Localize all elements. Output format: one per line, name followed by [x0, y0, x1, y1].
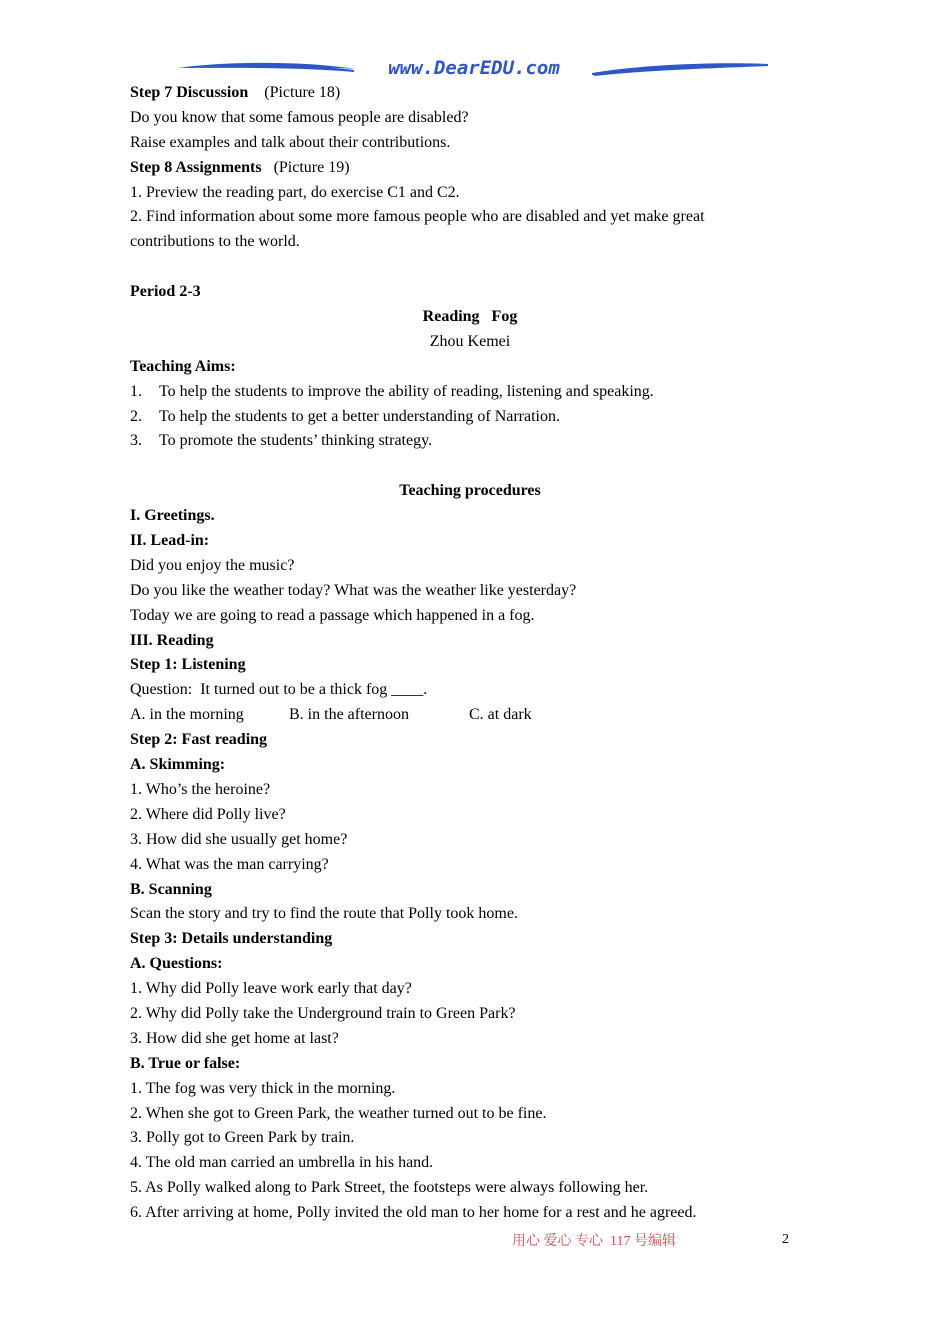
true-false-item: 3. Polly got to Green Park by train.: [130, 1129, 355, 1147]
detail-question: 1. Why did Polly leave work early that day?: [130, 980, 412, 998]
author: Zhou Kemei: [429, 332, 511, 350]
step8-item: 1. Preview the reading part, do exercise C1 and C2.: [130, 183, 460, 201]
step8-line: [130, 156, 810, 181]
answer-options: [130, 703, 810, 728]
skim-question: 3. How did she usually get home?: [130, 830, 348, 848]
leadin-statement: Today we are going to read a passage which happened in a fog.: [130, 606, 535, 624]
document-body: [130, 81, 810, 1226]
section-leadin: II. Lead-in:: [130, 532, 210, 550]
true-false-heading: B. True or false:: [130, 1054, 241, 1072]
listening-question: Question: It turned out to be a thick fog ____.: [130, 681, 428, 699]
skim-question: 1. Who’s the heroine?: [130, 780, 271, 798]
step7-line: [130, 81, 810, 106]
spacer: [130, 255, 810, 280]
aim-item: [130, 429, 810, 454]
leadin-question: Did you enjoy the music?: [130, 556, 295, 574]
step8-item: 2. Find information about some more famous people who are disabled and yet make great: [130, 208, 705, 226]
true-false-item: 5. As Polly walked along to Park Street, the footsteps were always following her.: [130, 1179, 649, 1197]
detail-question: 3. How did she get home at last?: [130, 1029, 339, 1047]
true-false-item: 4. The old man carried an umbrella in his hand.: [130, 1154, 434, 1172]
step8-title: Step 8 Assignments: [130, 158, 262, 176]
questions-heading: A. Questions:: [130, 955, 223, 973]
step7-question: Do you know that some famous people are disabled?: [130, 108, 469, 126]
aims-heading: Teaching Aims:: [130, 357, 236, 375]
step8-note: (Picture 19): [273, 158, 350, 176]
skim-question: 4. What was the man carrying?: [130, 855, 329, 873]
option-a: A. in the morning: [130, 706, 244, 724]
skim-question: 2. Where did Polly live?: [130, 805, 286, 823]
aim-text: To promote the students’ thinking strategy.: [159, 432, 433, 450]
aim-item: [130, 405, 810, 430]
period-heading: Period 2-3: [130, 283, 201, 301]
site-header: [178, 56, 770, 82]
page-number: 2: [782, 1232, 789, 1247]
aim-text: To help the students to improve the ability of reading, listening and speaking.: [159, 382, 654, 400]
section-greetings: I. Greetings.: [130, 507, 215, 525]
step2-heading: Step 2: Fast reading: [130, 731, 268, 749]
aim-number: 1.: [130, 382, 142, 400]
section-reading: III. Reading: [130, 631, 214, 649]
site-name[interactable]: www.DearEDU.com: [388, 57, 560, 79]
step3-heading: Step 3: Details understanding: [130, 930, 333, 948]
option-c: C. at dark: [469, 706, 532, 724]
detail-question: 2. Why did Polly take the Underground train to Green Park?: [130, 1004, 516, 1022]
leadin-question: Do you like the weather today? What was the weather like yesterday?: [130, 581, 577, 599]
step7-instruction: Raise examples and talk about their contributions.: [130, 133, 451, 151]
lesson-title: Reading Fog: [422, 308, 518, 326]
aim-text: To help the students to get a better understanding of Narration.: [159, 407, 560, 425]
scan-instruction: Scan the story and try to find the route that Polly took home.: [130, 905, 518, 923]
step1-heading: Step 1: Listening: [130, 656, 246, 674]
step8-item-continued: contributions to the world.: [130, 233, 300, 251]
true-false-item: 2. When she got to Green Park, the weather turned out to be fine.: [130, 1104, 547, 1122]
option-b: B. in the afternoon: [289, 706, 409, 724]
aim-number: 2.: [130, 407, 142, 425]
aim-item: [130, 380, 810, 405]
skimming-heading: A. Skimming:: [130, 756, 226, 774]
true-false-item: 1. The fog was very thick in the morning.: [130, 1079, 396, 1097]
footer-note: 用心 爱心 专心 117 号编辑: [512, 1234, 676, 1249]
step7-note: (Picture 18): [264, 84, 341, 101]
aim-number: 3.: [130, 432, 142, 450]
true-false-item: 6. After arriving at home, Polly invited the old man to her home for a rest and he agreed.: [130, 1204, 697, 1222]
procedures-heading: Teaching procedures: [399, 482, 541, 500]
step7-title: Step 7 Discussion: [130, 84, 249, 101]
scanning-heading: B. Scanning: [130, 880, 212, 898]
spacer: [130, 454, 810, 479]
